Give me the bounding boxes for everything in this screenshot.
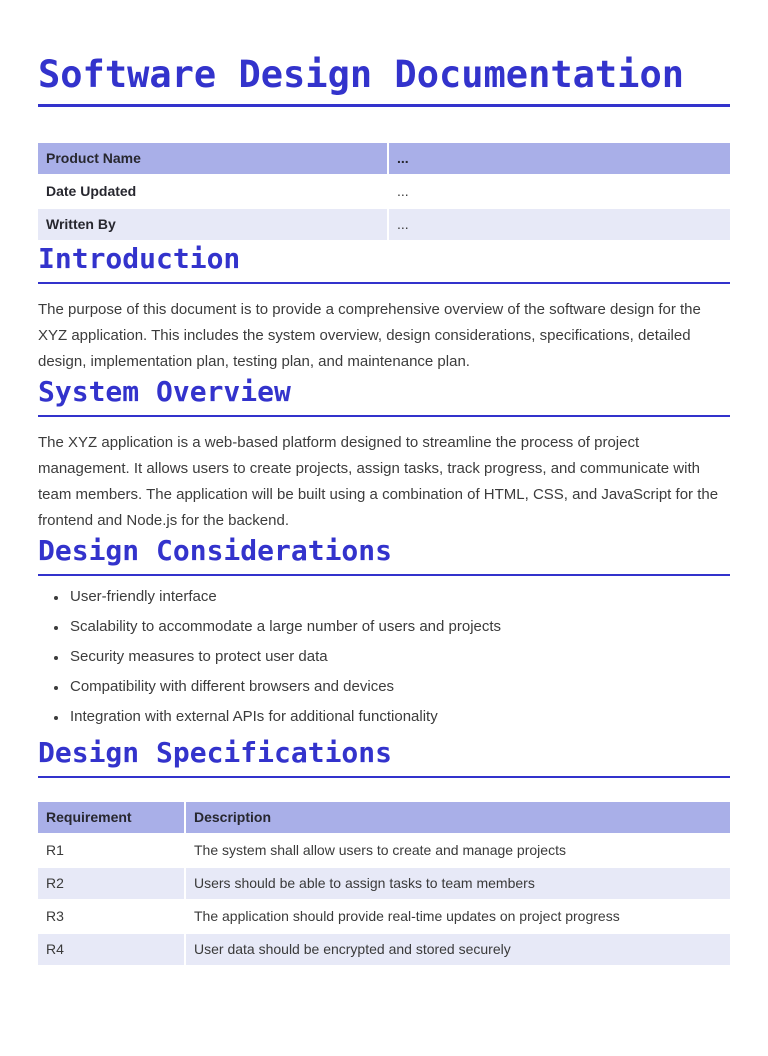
document-info-table	[38, 143, 730, 242]
document-title: Software Design Documentation	[38, 52, 730, 107]
requirement-id: R1	[38, 834, 185, 867]
requirement-description: User data should be encrypted and stored securely	[185, 933, 730, 966]
list-item: • Scalability to accommodate a large number of users and projects	[68, 616, 730, 638]
spec-table-row	[38, 834, 730, 867]
section-heading-design-specifications: Design Specifications	[38, 736, 730, 778]
requirement-description: The application should provide real-time updates on project progress	[185, 900, 730, 933]
list-item: • Security measures to protect user data	[68, 646, 730, 668]
spec-column-header: Description	[185, 802, 730, 834]
info-value: ...	[388, 175, 730, 208]
list-item: • Integration with external APIs for additional functionality	[68, 706, 730, 728]
section-heading-introduction: Introduction	[38, 242, 730, 284]
system-overview-paragraph: The XYZ application is a web-based platform designed to streamline the process of project management. It allows users to create projects, assign tasks, track progress, and communicate with team members. The application will be built using a combination of HTML, CSS, and JavaScript for the frontend and Node.js for the backend.	[38, 434, 719, 529]
spec-table-header-row	[38, 802, 730, 834]
info-label: Product Name	[38, 143, 388, 175]
info-value: ...	[388, 143, 730, 175]
section-heading-design-considerations: Design Considerations	[38, 534, 730, 576]
info-value: ...	[388, 208, 730, 241]
spec-table-row	[38, 867, 730, 900]
requirement-id: R4	[38, 933, 185, 966]
spec-table-row	[38, 933, 730, 966]
requirement-id: R3	[38, 900, 185, 933]
design-considerations-list	[38, 586, 730, 728]
requirement-description: Users should be able to assign tasks to team members	[185, 867, 730, 900]
info-table-row	[38, 175, 730, 208]
info-label: Written By	[38, 208, 388, 241]
introduction-paragraph: The purpose of this document is to provide a comprehensive overview of the software design for the XYZ application. This includes the system overview, design considerations, specifications, detailed design, implementation plan, testing plan, and maintenance plan.	[38, 301, 701, 370]
list-item: • Compatibility with different browsers and devices	[68, 676, 730, 698]
info-table-row	[38, 143, 730, 175]
design-specifications-table	[38, 802, 730, 967]
info-table-row	[38, 208, 730, 241]
requirement-id: R2	[38, 867, 185, 900]
info-label: Date Updated	[38, 175, 388, 208]
section-heading-system-overview: System Overview	[38, 375, 730, 417]
requirement-description: The system shall allow users to create and manage projects	[185, 834, 730, 867]
list-item: • User-friendly interface	[68, 586, 730, 608]
spec-table-row	[38, 900, 730, 933]
spec-column-header: Requirement	[38, 802, 185, 834]
